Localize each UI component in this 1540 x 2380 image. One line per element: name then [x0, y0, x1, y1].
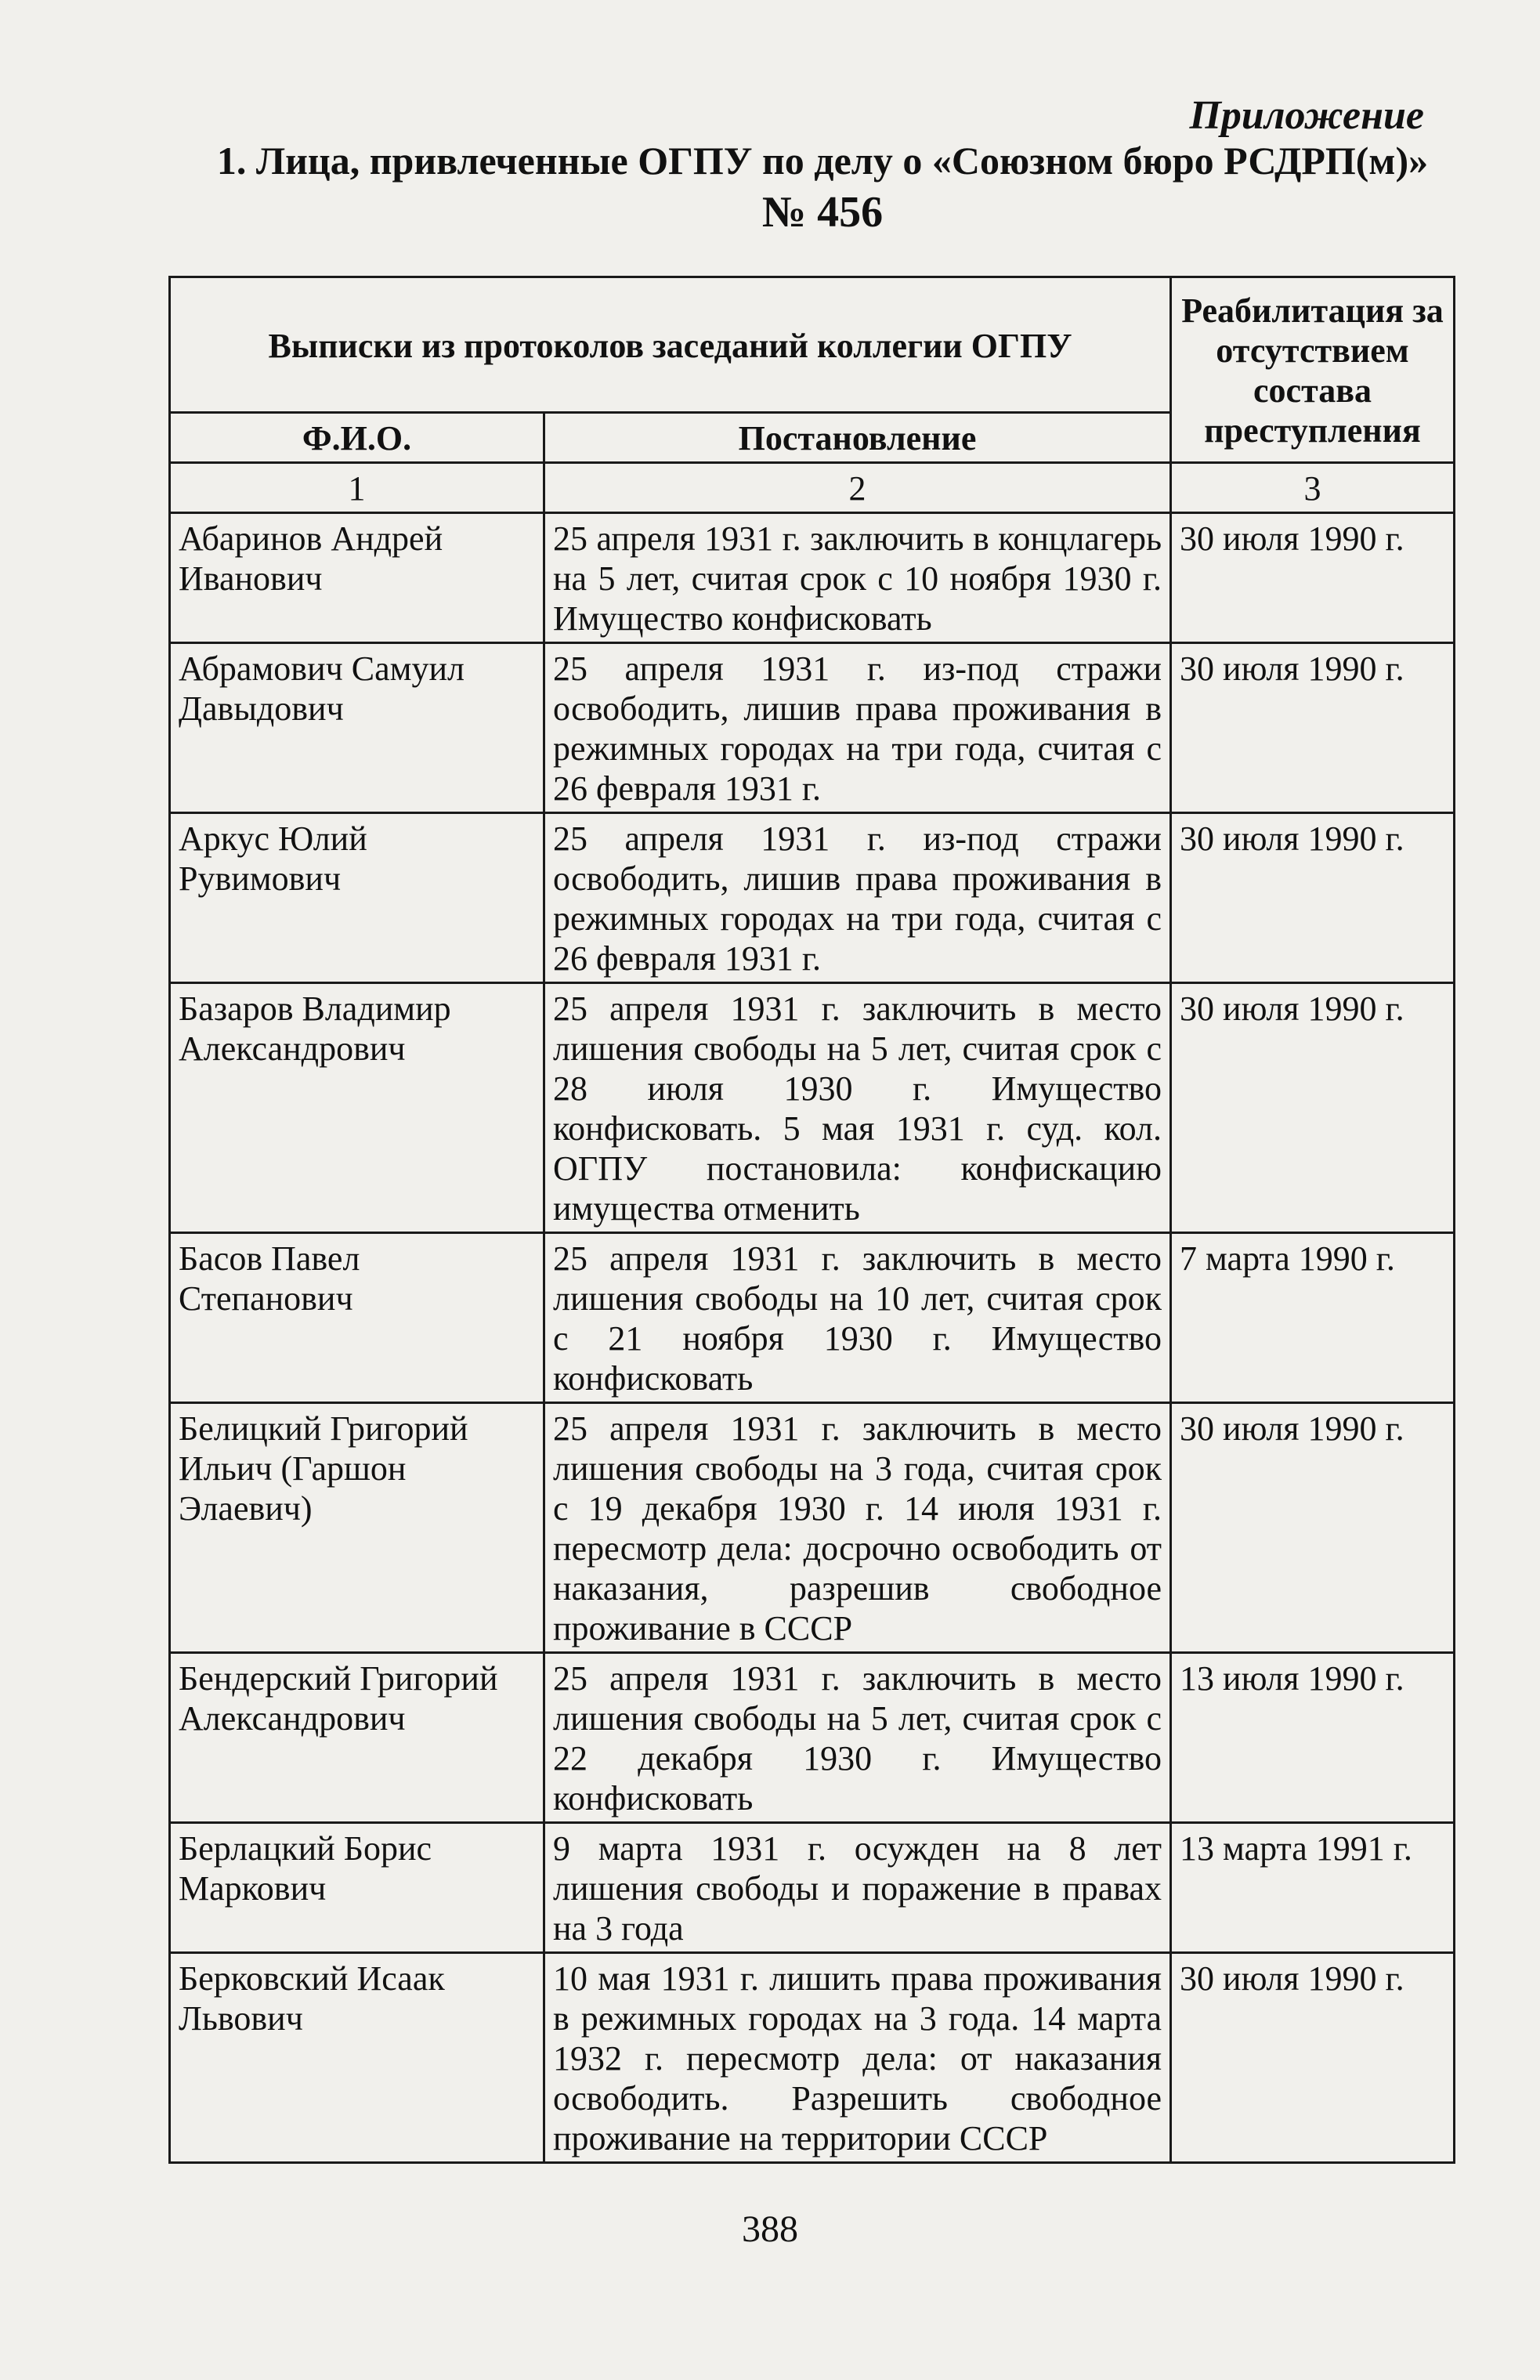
- person-name: Басов Павел Степанович: [170, 1233, 544, 1403]
- rehabilitation-date: 13 марта 1991 г.: [1171, 1823, 1455, 1953]
- person-name: Абаринов Андрей Иванович: [170, 513, 544, 643]
- table-row: [170, 1653, 1455, 1823]
- decision-text: 25 апреля 1931 г. заключить в место лишения свободы на 10 лет, считая срок с 21 ноября 1930 г. Имущество конфисковать: [544, 1233, 1171, 1403]
- index-cell-3: 3: [1171, 463, 1455, 513]
- index-cell-1: 1: [170, 463, 544, 513]
- rehabilitation-date: 30 июля 1990 г.: [1171, 983, 1455, 1233]
- col-header-rehab: Реабилитация за отсутствием состава преступления: [1171, 277, 1455, 463]
- page-number: 388: [742, 2208, 798, 2250]
- heading-title: 1. Лица, привлеченные ОГПУ по делу о «Союзном бюро РСДРП(м)»: [216, 139, 1429, 183]
- table-row: [170, 643, 1455, 813]
- index-cell-2: 2: [544, 463, 1171, 513]
- section-heading: [211, 135, 1433, 238]
- decision-text: 25 апреля 1931 г. заключить в место лишения свободы на 5 лет, считая срок с 22 декабря 1930 г. Имущество конфисковать: [544, 1653, 1171, 1823]
- decision-text: 25 апреля 1931 г. из-под стражи освободить, лишив права проживания в режимных городах на три года, считая с 26 февраля 1931 г.: [544, 813, 1171, 983]
- protocols-table: [168, 276, 1455, 2164]
- group-header: Выписки из протоколов заседаний коллегии ОГПУ: [170, 277, 1171, 413]
- rehabilitation-date: 30 июля 1990 г.: [1171, 1403, 1455, 1653]
- appendix-label: Приложение: [1189, 93, 1424, 138]
- table-row: [170, 513, 1455, 643]
- rehabilitation-date: 7 марта 1990 г.: [1171, 1233, 1455, 1403]
- rehabilitation-date: 13 июля 1990 г.: [1171, 1653, 1455, 1823]
- col-header-name: Ф.И.О.: [170, 413, 544, 463]
- person-name: Берлацкий Борис Маркович: [170, 1823, 544, 1953]
- person-name: Берковский Исаак Львович: [170, 1953, 544, 2163]
- rehabilitation-date: 30 июля 1990 г.: [1171, 813, 1455, 983]
- decision-text: 10 мая 1931 г. лишить права проживания в режимных городах на 3 года. 14 марта 1932 г. пересмотр дела: от наказания освободить. Разрешить свободное проживание на территории СССР: [544, 1953, 1171, 2163]
- table-row: [170, 1953, 1455, 2163]
- heading-number: № 456: [761, 188, 884, 237]
- index-row: [170, 463, 1455, 513]
- header-row-top: [170, 277, 1455, 413]
- person-name: Абрамович Самуил Давыдович: [170, 643, 544, 813]
- table-row: [170, 1823, 1455, 1953]
- decision-text: 25 апреля 1931 г. заключить в концлагерь на 5 лет, считая срок с 10 ноября 1930 г. Имущество конфисковать: [544, 513, 1171, 643]
- table-row: [170, 1403, 1455, 1653]
- rehabilitation-date: 30 июля 1990 г.: [1171, 1953, 1455, 2163]
- person-name: Аркус Юлий Рувимович: [170, 813, 544, 983]
- col-header-decision: Постановление: [544, 413, 1171, 463]
- table-row: [170, 813, 1455, 983]
- person-name: Белицкий Григорий Ильич (Гаршон Элаевич): [170, 1403, 544, 1653]
- table-row: [170, 1233, 1455, 1403]
- person-name: Базаров Владимир Александрович: [170, 983, 544, 1233]
- table-row: [170, 983, 1455, 1233]
- rehabilitation-date: 30 июля 1990 г.: [1171, 513, 1455, 643]
- rehabilitation-date: 30 июля 1990 г.: [1171, 643, 1455, 813]
- decision-text: 25 апреля 1931 г. заключить в место лишения свободы на 5 лет, считая срок с 28 июля 1930 г. Имущество конфисковать. 5 мая 1931 г. суд. кол. ОГПУ постановила: конфискацию имущества отменить: [544, 983, 1171, 1233]
- decision-text: 9 марта 1931 г. осужден на 8 лет лишения свободы и поражение в правах на 3 года: [544, 1823, 1171, 1953]
- decision-text: 25 апреля 1931 г. заключить в место лишения свободы на 3 года, считая срок с 19 декабря 1930 г. 14 июля 1931 г. пересмотр дела: досрочно освободить от наказания, разрешив свободное проживание в СССР: [544, 1403, 1171, 1653]
- person-name: Бендерский Григорий Александрович: [170, 1653, 544, 1823]
- decision-text: 25 апреля 1931 г. из-под стражи освободить, лишив права проживания в режимных городах на три года, считая с 26 февраля 1931 г.: [544, 643, 1171, 813]
